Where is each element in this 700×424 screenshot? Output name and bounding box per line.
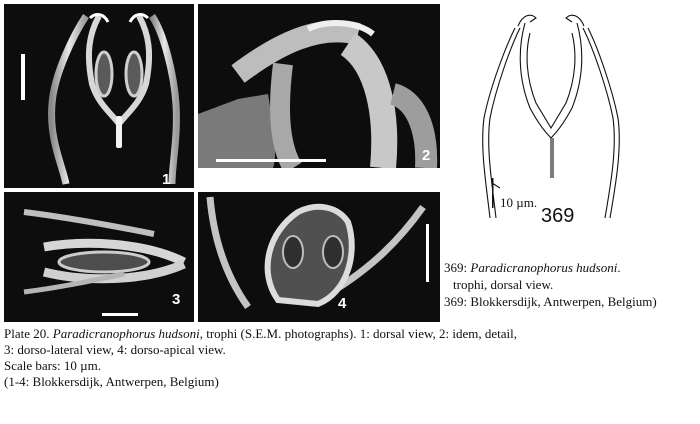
drawing-scale-label: 10 µm. [500,195,538,210]
trophi-detail-image [198,4,440,168]
figure-number-1: 1 [162,171,171,188]
sem-photo-2 [198,4,440,168]
plate-species-name: Paradicranophorus hudsoni [52,326,200,341]
caption-number: 369: [444,260,468,275]
sem-photo-3 [4,192,194,322]
sem-photo-4 [198,192,440,322]
trophi-dorso-lateral-image [4,192,194,322]
drawing-figure-number: 369 [541,205,575,227]
drawing-caption-line2: trophi, dorsal view. [453,277,554,292]
figure-number-2: 2 [422,147,431,164]
trophi-dorsal-image [4,4,194,188]
plate-caption-text: , trophi (S.E.M. photographs). 1: dorsal view, 2: idem, detail, [199,326,517,341]
plate-caption-line3: Scale bars: 10 µm. [4,358,102,373]
figure-number-4: 4 [338,295,347,312]
sem-photo-1 [4,4,194,188]
plate-label: Plate 20. [4,326,50,341]
plate-caption-line1 [4,326,696,342]
plate-caption [4,326,696,390]
plate-caption-line4: (1-4: Blokkersdijk, Antwerpen, Belgium) [4,374,219,389]
species-name: Paradicranophorus hudsoni [470,260,618,275]
drawing-caption [444,259,657,310]
plate-caption-line2: 3: dorso-lateral view, 4: dorso-apical view. [4,342,226,357]
trophi-dorso-apical-image [198,192,440,322]
figure-number-3: 3 [172,291,181,308]
trophi-line-drawing [470,8,660,226]
drawing-caption-line1 [444,259,657,276]
drawing-caption-line3: 369: Blokkersdijk, Antwerpen, Belgium) [444,294,657,309]
caption-period: . [617,260,621,275]
